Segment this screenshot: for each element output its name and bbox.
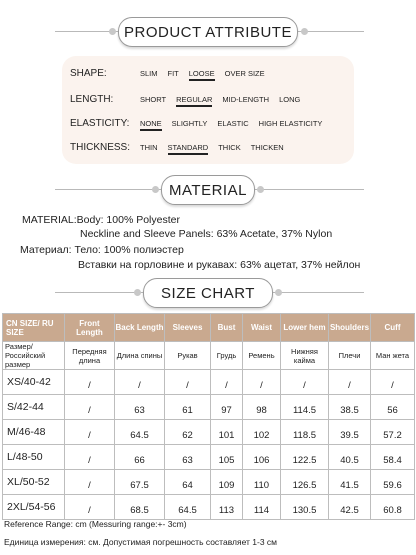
attr-row-shape bbox=[70, 64, 275, 82]
measure-cell bbox=[65, 470, 115, 495]
attr-option: SLIM bbox=[140, 68, 158, 78]
attr-option: THICKEN bbox=[250, 142, 284, 152]
material-ru-label: Материал: bbox=[20, 244, 72, 256]
header-cell: Bust bbox=[211, 314, 243, 342]
cell-value: / bbox=[260, 379, 263, 391]
cell-value: / bbox=[186, 379, 189, 391]
measure-cell bbox=[65, 420, 115, 445]
size-chart-title: SIZE CHART bbox=[143, 278, 273, 308]
cell-value: / bbox=[88, 379, 91, 391]
measure-cell bbox=[65, 495, 115, 520]
cell-value: 63 bbox=[134, 404, 145, 416]
dot-right bbox=[275, 289, 282, 296]
cell-value: / bbox=[88, 404, 91, 416]
measure-cell bbox=[211, 420, 243, 445]
cell-value: 102 bbox=[253, 429, 270, 441]
size-chart-table bbox=[2, 313, 415, 520]
measure-cell bbox=[165, 370, 211, 395]
table-row bbox=[3, 470, 415, 495]
attr-option: FIT bbox=[167, 68, 179, 78]
measure-cell bbox=[65, 395, 115, 420]
dot-left bbox=[134, 289, 141, 296]
material-en-label: MATERIAL: bbox=[22, 214, 77, 226]
header-cell: CN SIZE/ RU SIZE bbox=[3, 314, 65, 342]
measure-cell bbox=[329, 470, 371, 495]
measure-cell bbox=[281, 370, 329, 395]
cell-value: 64.5 bbox=[130, 429, 149, 441]
cell-value: 106 bbox=[253, 454, 270, 466]
size-cell bbox=[3, 420, 65, 445]
size-rows bbox=[3, 370, 415, 520]
dot-right bbox=[301, 28, 308, 35]
measure-cell bbox=[211, 445, 243, 470]
measure-cell bbox=[65, 445, 115, 470]
cell-value: 98 bbox=[256, 404, 267, 416]
attribute-panel bbox=[62, 56, 354, 164]
attr-label: THICKNESS: bbox=[70, 141, 131, 153]
cell-value: 109 bbox=[218, 479, 235, 491]
measure-cell bbox=[371, 370, 415, 395]
attr-option: HIGH ELASTICITY bbox=[258, 118, 323, 128]
header-cell-ru: Нижняя кайма bbox=[281, 342, 329, 370]
measure-cell bbox=[211, 470, 243, 495]
header-cell-ru: Ман жета bbox=[371, 342, 415, 370]
cell-value: 38.5 bbox=[340, 404, 359, 416]
measure-cell bbox=[281, 470, 329, 495]
header-cell: Front Length bbox=[65, 314, 115, 342]
header-cell: Cuff bbox=[371, 314, 415, 342]
measure-cell bbox=[329, 445, 371, 470]
dot-left bbox=[152, 186, 159, 193]
divider-right bbox=[270, 292, 364, 293]
dot-left bbox=[109, 28, 116, 35]
attr-label: LENGTH: bbox=[70, 93, 114, 105]
cell-value: 64.5 bbox=[178, 504, 197, 516]
dot-right bbox=[257, 186, 264, 193]
cell-value: 110 bbox=[253, 479, 270, 491]
header-cell-ru: Передняя длина bbox=[65, 342, 115, 370]
measure-cell bbox=[243, 470, 281, 495]
cell-value: 97 bbox=[221, 404, 232, 416]
table-header-ru bbox=[3, 342, 415, 370]
size-cell bbox=[3, 470, 65, 495]
table-row bbox=[3, 445, 415, 470]
product-attribute-title: PRODUCT ATTRIBUTE bbox=[118, 17, 298, 47]
material-header bbox=[0, 175, 416, 205]
size-cell bbox=[3, 370, 65, 395]
header-cell: Lower hem bbox=[281, 314, 329, 342]
measure-cell bbox=[115, 420, 165, 445]
footer-en: Reference Range: cm (Messuring range:+- 3cm) bbox=[4, 519, 187, 529]
measure-cell bbox=[165, 470, 211, 495]
header-cell-ru: Плечи bbox=[329, 342, 371, 370]
cell-value: XS/40-42 bbox=[7, 376, 51, 388]
measure-cell bbox=[243, 420, 281, 445]
header-cell: Sleeves bbox=[165, 314, 211, 342]
material-title: MATERIAL bbox=[161, 175, 255, 205]
cell-value: / bbox=[303, 379, 306, 391]
size-chart-header bbox=[0, 278, 416, 308]
cell-value: 41.5 bbox=[340, 479, 359, 491]
measure-cell bbox=[281, 445, 329, 470]
material-ru-line2: Вставки на горловине и рукавах: 63% ацетат, 37% нейлон bbox=[78, 259, 361, 271]
attr-label: ELASTICITY: bbox=[70, 117, 130, 129]
measure-cell bbox=[371, 470, 415, 495]
measure-cell bbox=[115, 495, 165, 520]
measure-cell bbox=[243, 395, 281, 420]
attr-option: OVER SIZE bbox=[224, 68, 265, 78]
cell-value: / bbox=[88, 479, 91, 491]
measure-cell bbox=[211, 370, 243, 395]
header-cell-ru: Размер/ Российский размер bbox=[3, 342, 65, 370]
cell-value: / bbox=[138, 379, 141, 391]
size-cell bbox=[3, 495, 65, 520]
material-en-line2: Neckline and Sleeve Panels: 63% Acetate, 37% Nylon bbox=[80, 228, 333, 240]
attr-option: LONG bbox=[279, 94, 301, 104]
measure-cell bbox=[329, 370, 371, 395]
attr-option-selected: LOOSE bbox=[188, 68, 215, 78]
material-ru-line1 bbox=[20, 244, 184, 256]
cell-value: 67.5 bbox=[130, 479, 149, 491]
cell-value: 66 bbox=[134, 454, 145, 466]
measure-cell bbox=[115, 470, 165, 495]
measure-cell bbox=[371, 445, 415, 470]
attr-label: SHAPE: bbox=[70, 67, 107, 79]
attr-option: ELASTIC bbox=[217, 118, 249, 128]
attr-option: THICK bbox=[218, 142, 241, 152]
measure-cell bbox=[329, 395, 371, 420]
cell-value: / bbox=[88, 454, 91, 466]
measure-cell bbox=[115, 395, 165, 420]
table-row bbox=[3, 395, 415, 420]
product-attribute-header bbox=[0, 17, 416, 47]
attr-option: MID-LENGTH bbox=[222, 94, 270, 104]
cell-value: L/48-50 bbox=[7, 451, 43, 463]
cell-value: 42.5 bbox=[340, 504, 359, 516]
cell-value: 68.5 bbox=[130, 504, 149, 516]
cell-value: 126.5 bbox=[292, 479, 317, 491]
table-row bbox=[3, 370, 415, 395]
attr-row-length bbox=[70, 90, 310, 108]
measure-cell bbox=[281, 420, 329, 445]
cell-value: 114 bbox=[253, 504, 270, 516]
attr-row-elasticity bbox=[70, 114, 332, 132]
cell-value: 130.5 bbox=[292, 504, 317, 516]
header-cell-ru: Рукав bbox=[165, 342, 211, 370]
cell-value: S/42-44 bbox=[7, 401, 44, 413]
cell-value: 60.8 bbox=[383, 504, 402, 516]
cell-value: 39.5 bbox=[340, 429, 359, 441]
measure-cell bbox=[329, 420, 371, 445]
header-cell-ru: Грудь bbox=[211, 342, 243, 370]
size-cell bbox=[3, 445, 65, 470]
measure-cell bbox=[371, 495, 415, 520]
attr-option-selected: STANDARD bbox=[167, 142, 209, 152]
table-header-en bbox=[3, 314, 415, 342]
material-en-line1 bbox=[22, 214, 180, 226]
cell-value: / bbox=[391, 379, 394, 391]
measure-cell bbox=[65, 370, 115, 395]
cell-value: 118.5 bbox=[292, 429, 317, 441]
cell-value: 122.5 bbox=[292, 454, 317, 466]
measure-cell bbox=[243, 445, 281, 470]
cell-value: 61 bbox=[182, 404, 193, 416]
header-cell-ru: Длина спины bbox=[115, 342, 165, 370]
header-cell: Waist bbox=[243, 314, 281, 342]
material-ru-body: Тело: 100% полиэстер bbox=[74, 244, 184, 256]
cell-value: 58.4 bbox=[383, 454, 402, 466]
material-en-body: Body: 100% Polyester bbox=[76, 214, 180, 226]
measure-cell bbox=[329, 495, 371, 520]
cell-value: 113 bbox=[218, 504, 235, 516]
attr-option-selected: NONE bbox=[140, 118, 162, 128]
table-row bbox=[3, 495, 415, 520]
cell-value: 64 bbox=[182, 479, 193, 491]
cell-value: / bbox=[88, 504, 91, 516]
cell-value: 40.5 bbox=[340, 454, 359, 466]
cell-value: / bbox=[348, 379, 351, 391]
cell-value: 59.6 bbox=[383, 479, 402, 491]
cell-value: 56 bbox=[387, 404, 398, 416]
attr-option: THIN bbox=[140, 142, 158, 152]
cell-value: 114.5 bbox=[292, 404, 317, 416]
measure-cell bbox=[371, 420, 415, 445]
attr-option: SLIGHTLY bbox=[171, 118, 208, 128]
measure-cell bbox=[243, 370, 281, 395]
measure-cell bbox=[115, 370, 165, 395]
header-cell: Shoulders bbox=[329, 314, 371, 342]
measure-cell bbox=[115, 445, 165, 470]
footer-ru: Единица измерения: см. Допустимая погрешность составляет 1-3 см bbox=[4, 537, 278, 547]
measure-cell bbox=[371, 395, 415, 420]
table-row bbox=[3, 420, 415, 445]
attr-option: SHORT bbox=[140, 94, 167, 104]
measure-cell bbox=[165, 420, 211, 445]
divider-right bbox=[252, 189, 364, 190]
cell-value: 63 bbox=[182, 454, 193, 466]
measure-cell bbox=[281, 495, 329, 520]
cell-value: 101 bbox=[218, 429, 235, 441]
cell-value: XL/50-52 bbox=[7, 476, 50, 488]
cell-value: / bbox=[88, 429, 91, 441]
measure-cell bbox=[165, 395, 211, 420]
divider-left bbox=[55, 189, 165, 190]
measure-cell bbox=[165, 445, 211, 470]
measure-cell bbox=[281, 395, 329, 420]
cell-value: 2XL/54-56 bbox=[7, 501, 56, 513]
cell-value: 57.2 bbox=[383, 429, 402, 441]
cell-value: M/46-48 bbox=[7, 426, 46, 438]
measure-cell bbox=[243, 495, 281, 520]
attr-row-thickness bbox=[70, 138, 294, 156]
measure-cell bbox=[211, 395, 243, 420]
cell-value: 105 bbox=[218, 454, 235, 466]
cell-value: / bbox=[225, 379, 228, 391]
header-cell-ru: Ремень bbox=[243, 342, 281, 370]
size-cell bbox=[3, 395, 65, 420]
header-cell: Back Length bbox=[115, 314, 165, 342]
attr-option-selected: REGULAR bbox=[176, 94, 213, 104]
measure-cell bbox=[211, 495, 243, 520]
measure-cell bbox=[165, 495, 211, 520]
cell-value: 62 bbox=[182, 429, 193, 441]
